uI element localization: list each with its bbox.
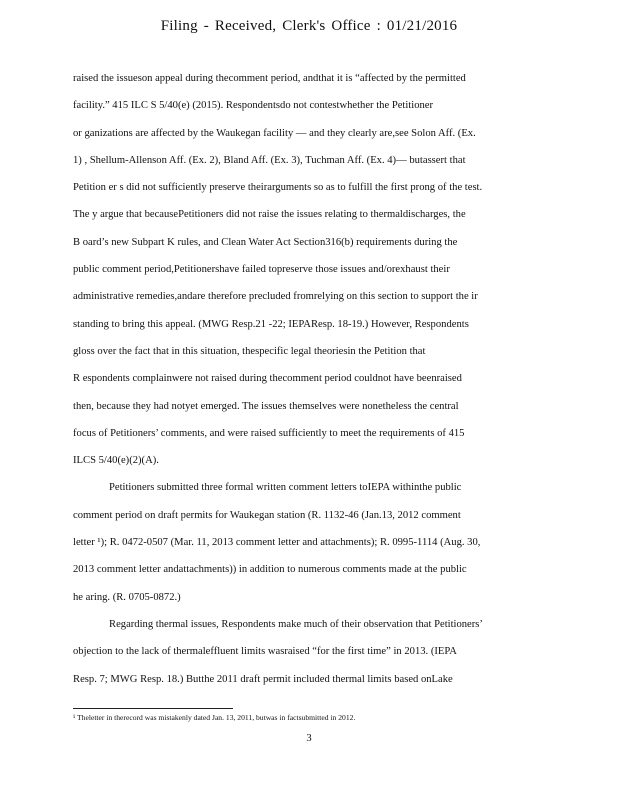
body-line: focus of Petitioners’ comments, and were raised sufficiently to meet the requirements of 415 <box>73 427 465 439</box>
body-line: he aring. (R. 0705-0872.) <box>73 591 181 603</box>
body-line: Petition er s did not sufficiently preserve theirarguments so as to fulfill the first prong of the test. <box>73 182 483 194</box>
body-line: facility.” 415 ILC S 5/40(e) (2015). Respondentsdo not contestwhether the Petitioner <box>73 100 434 112</box>
body-line: then, because they had notyet emerged. The issues themselves were nonetheless the central <box>73 400 459 412</box>
filing-stamp-header: Filing - Received, Clerk's Office : 01/21/2016 <box>160 18 458 34</box>
body-line: ILCS 5/40(e)(2)(A). <box>73 455 159 467</box>
body-line: R espondents complainwere not raised during thecomment period couldnot have beenraised <box>73 373 462 385</box>
body-line: B oard’s new Subpart K rules, and Clean Water Act Section316(b) requirements during the <box>73 236 458 248</box>
body-line: comment period on draft permits for Waukegan station (R. 1132-46 (Jan.13, 2012 comment <box>73 509 461 521</box>
body-line-paragraph-start: Regarding thermal issues, Respondents make much of their observation that Petitioners’ <box>109 618 483 630</box>
body-line: Resp. 7; MWG Resp. 18.) Butthe 2011 draft permit included thermal limits based onLake <box>73 673 453 685</box>
body-line-paragraph-start: Petitioners submitted three formal written comment letters toIEPA withinthe public <box>109 482 462 494</box>
body-line: letter ¹); R. 0472-0507 (Mar. 11, 2013 comment letter and attachments); R. 0995-1114 (Aug. 30, <box>73 537 481 549</box>
page-number: 3 <box>306 733 312 744</box>
body-line: gloss over the fact that in this situation, thespecific legal theoriesin the Petition that <box>73 345 426 357</box>
footnote-divider <box>73 708 233 709</box>
body-line: 1) , Shellum-Allenson Aff. (Ex. 2), Bland Aff. (Ex. 3), Tuchman Aff. (Ex. 4)— butassert that <box>73 154 466 166</box>
body-line: standing to bring this appeal. (MWG Resp.21 -22; IEPAResp. 18-19.) However, Respondents <box>73 318 469 330</box>
body-line: objection to the lack of thermaleffluent limits wasraised “for the first time” in 2013. (IEPA <box>73 646 457 658</box>
body-line: 2013 comment letter andattachments)) in addition to numerous comments made at the public <box>73 564 467 576</box>
body-line: public comment period,Petitionershave failed topreserve those issues and/orexhaust their <box>73 264 450 276</box>
body-line: or ganizations are affected by the Waukegan facility — and they clearly are,see Solon Aff. (Ex. <box>73 127 476 139</box>
body-line: The y argue that becausePetitioners did not raise the issues relating to thermaldischarges, the <box>73 209 466 221</box>
footnote: ¹ Theletter in therecord was mistakenly dated Jan. 13, 2011, butwas in factsubmitted in 2012. <box>73 713 356 722</box>
body-line: administrative remedies,andare therefore precluded fromrelying on this section to support the ir <box>73 291 478 303</box>
body-text <box>73 70 541 698</box>
body-line: raised the issueson appeal during thecomment period, andthat it is “affected by the permitted <box>73 73 466 84</box>
